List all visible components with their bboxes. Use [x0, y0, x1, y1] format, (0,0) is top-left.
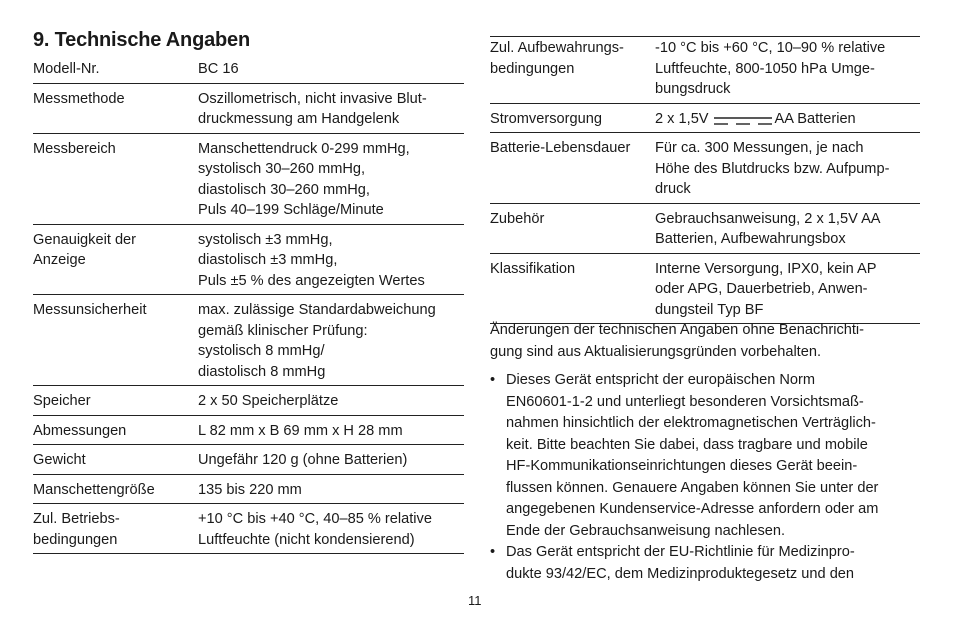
spec-label: [33, 83, 198, 133]
spec-row: [490, 253, 920, 324]
dc-current-symbol-icon: [710, 113, 774, 125]
spec-label-line: Stromversorgung: [490, 110, 602, 127]
voltage-text: 2 x 1,5V: [655, 110, 709, 127]
spec-value: [198, 59, 464, 83]
spec-value-line: druck: [655, 181, 691, 197]
page-title: 9. Technische Angaben: [33, 29, 250, 51]
spec-value: [655, 203, 920, 253]
spec-row: [33, 224, 464, 295]
spec-value: [655, 37, 920, 104]
spec-value: [198, 386, 464, 416]
spec-label-line: bedingungen: [490, 60, 575, 77]
battery-type-text: AA Batterien: [774, 110, 856, 127]
spec-value-line: Puls 40–199 Schläge/Minute: [198, 202, 384, 218]
spec-value-line: diastolisch ±3 mmHg,: [198, 252, 338, 268]
spec-value-line: diastolisch 30–260 mmHg,: [198, 181, 370, 198]
spec-label: [33, 504, 198, 554]
spec-label-line: Zul. Betriebs-: [33, 511, 120, 527]
bullet-item: [490, 542, 930, 585]
changes-note: [490, 319, 920, 363]
spec-value: [655, 253, 920, 324]
spec-value: [655, 133, 920, 204]
spec-value-line: Puls ±5 % des angezeigten Wertes: [198, 272, 425, 289]
spec-label: [490, 133, 655, 204]
spec-row: [33, 295, 464, 386]
spec-value-line: diastolisch 8 mmHg: [198, 363, 326, 380]
bullet-line: angegebenen Kundenservice-Adresse anfordern oder am: [506, 501, 879, 517]
spec-label: [33, 133, 198, 224]
bullet-line: flussen können. Genauere Angaben können Sie unter der: [506, 479, 879, 496]
spec-value-line: systolisch 8 mmHg/: [198, 343, 325, 359]
spec-value-line: Luftfeuchte, 800-1050 hPa Umge-: [655, 60, 875, 77]
spec-value-line: BC 16: [198, 61, 239, 77]
spec-value-line: oder APG, Dauerbetrieb, Anwen-: [655, 281, 868, 297]
spec-label: [33, 386, 198, 416]
spec-label-line: Abmessungen: [33, 422, 127, 439]
spec-label: [33, 59, 198, 83]
bullet-line: Dieses Gerät entspricht der europäischen Norm: [506, 372, 816, 388]
spec-label-line: Manschettengröße: [33, 481, 155, 498]
spec-row: [490, 203, 920, 253]
spec-label: [33, 415, 198, 445]
spec-value-line: 135 bis 220 mm: [198, 481, 302, 498]
bullet-dot-icon: •: [490, 372, 496, 388]
spec-label: [490, 37, 655, 104]
spec-label-line: Messbereich: [33, 140, 116, 157]
spec-label: [33, 224, 198, 295]
right-spec-table: [490, 36, 920, 324]
bullet-dot-icon: •: [490, 544, 496, 560]
spec-label-line: Speicher: [33, 393, 91, 409]
spec-label-line: Messunsicherheit: [33, 302, 147, 318]
spec-label-line: Modell-Nr.: [33, 61, 100, 77]
spec-row: [33, 474, 464, 504]
spec-value-line: 2 x 50 Speicherplätze: [198, 393, 339, 409]
spec-row: [33, 133, 464, 224]
spec-value: [198, 133, 464, 224]
spec-value-line: Batterien, Aufbewahrungsbox: [655, 231, 846, 247]
spec-value: [198, 415, 464, 445]
spec-value-line: Oszillometrisch, nicht invasive Blut-: [198, 90, 427, 107]
spec-label-line: Gewicht: [33, 452, 86, 468]
spec-label-line: Messmethode: [33, 90, 125, 107]
spec-value-line: systolisch ±3 mmHg,: [198, 231, 333, 248]
spec-value-line: bungsdruck: [655, 81, 731, 97]
spec-value-line: Luftfeuchte (nicht kondensierend): [198, 531, 415, 548]
bullet-item: [490, 370, 930, 542]
spec-value-line: L 82 mm x B 69 mm x H 28 mm: [198, 422, 403, 439]
spec-label-line: Anzeige: [33, 252, 86, 268]
note-line: gung sind aus Aktualisierungsgründen vorbehalten.: [490, 344, 822, 360]
spec-value-line: druckmessung am Handgelenk: [198, 111, 400, 127]
spec-label: [490, 203, 655, 253]
spec-row: [490, 133, 920, 204]
spec-value-line: Ungefähr 120 g (ohne Batterien): [198, 452, 408, 468]
spec-row: [490, 37, 920, 104]
bullet-line: dukte 93/42/EC, dem Medizinproduktegesetz und den: [506, 565, 855, 582]
spec-value: [655, 103, 920, 133]
spec-label-line: Batterie-Lebensdauer: [490, 140, 631, 156]
spec-label-line: bedingungen: [33, 531, 118, 548]
spec-value: [198, 504, 464, 554]
spec-value-line: Interne Versorgung, IPX0, kein AP: [655, 260, 877, 277]
spec-row: [490, 103, 920, 133]
compliance-bullets: [490, 370, 930, 585]
spec-label: [490, 253, 655, 324]
spec-label-line: Zul. Aufbewahrungs-: [490, 40, 624, 56]
spec-value-line: +10 °C bis +40 °C, 40–85 % relative: [198, 511, 432, 527]
spec-label: [33, 445, 198, 475]
spec-row: [33, 504, 464, 554]
spec-value-line: Höhe des Blutdrucks bzw. Aufpump-: [655, 160, 890, 177]
spec-row: [33, 415, 464, 445]
bullet-line: keit. Bitte beachten Sie dabei, dass tragbare und mobile: [506, 436, 868, 453]
spec-label-line: Klassifikation: [490, 260, 576, 277]
spec-value-line: gemäß klinischer Prüfung:: [198, 322, 368, 339]
spec-label: [490, 103, 655, 133]
spec-row: [33, 386, 464, 416]
spec-label-line: Zubehör: [490, 210, 545, 227]
spec-value: [198, 224, 464, 295]
spec-value: [198, 295, 464, 386]
spec-value: [198, 474, 464, 504]
spec-value: [198, 83, 464, 133]
bullet-line: HF-Kommunikationseinrichtungen dieses Gerät beein-: [506, 458, 858, 474]
spec-row: [33, 445, 464, 475]
spec-row: [33, 83, 464, 133]
note-line: Änderungen der technischen Angaben ohne Benachrichti-: [490, 322, 865, 338]
bullet-line: Das Gerät entspricht der EU-Richtlinie für Medizinpro-: [506, 544, 855, 560]
spec-value-line: -10 °C bis +60 °C, 10–90 % relative: [655, 40, 886, 56]
spec-value-line: Für ca. 300 Messungen, je nach: [655, 140, 864, 156]
spec-label: [33, 295, 198, 386]
spec-value-line: dungsteil Typ BF: [655, 301, 764, 318]
spec-value-line: Gebrauchsanweisung, 2 x 1,5V AA: [655, 210, 881, 227]
bullet-line: EN60601-1-2 und unterliegt besonderen Vorsichtsmaß-: [506, 393, 864, 410]
spec-label-line: Genauigkeit der: [33, 231, 137, 248]
spec-value-line: Manschettendruck 0-299 mmHg,: [198, 140, 410, 157]
spec-label: [33, 474, 198, 504]
bullet-line: Ende der Gebrauchsanweisung nachlesen.: [506, 522, 786, 539]
bullet-line: nahmen hinsichtlich der elektromagnetischen Verträglich-: [506, 415, 876, 431]
spec-value: [198, 445, 464, 475]
page-number: 11: [468, 593, 482, 608]
spec-value-line: [655, 109, 920, 130]
spec-row: [33, 59, 464, 83]
left-spec-table: [33, 59, 464, 554]
spec-value-line: max. zulässige Standardabweichung: [198, 302, 436, 318]
spec-value-line: systolisch 30–260 mmHg,: [198, 161, 366, 177]
